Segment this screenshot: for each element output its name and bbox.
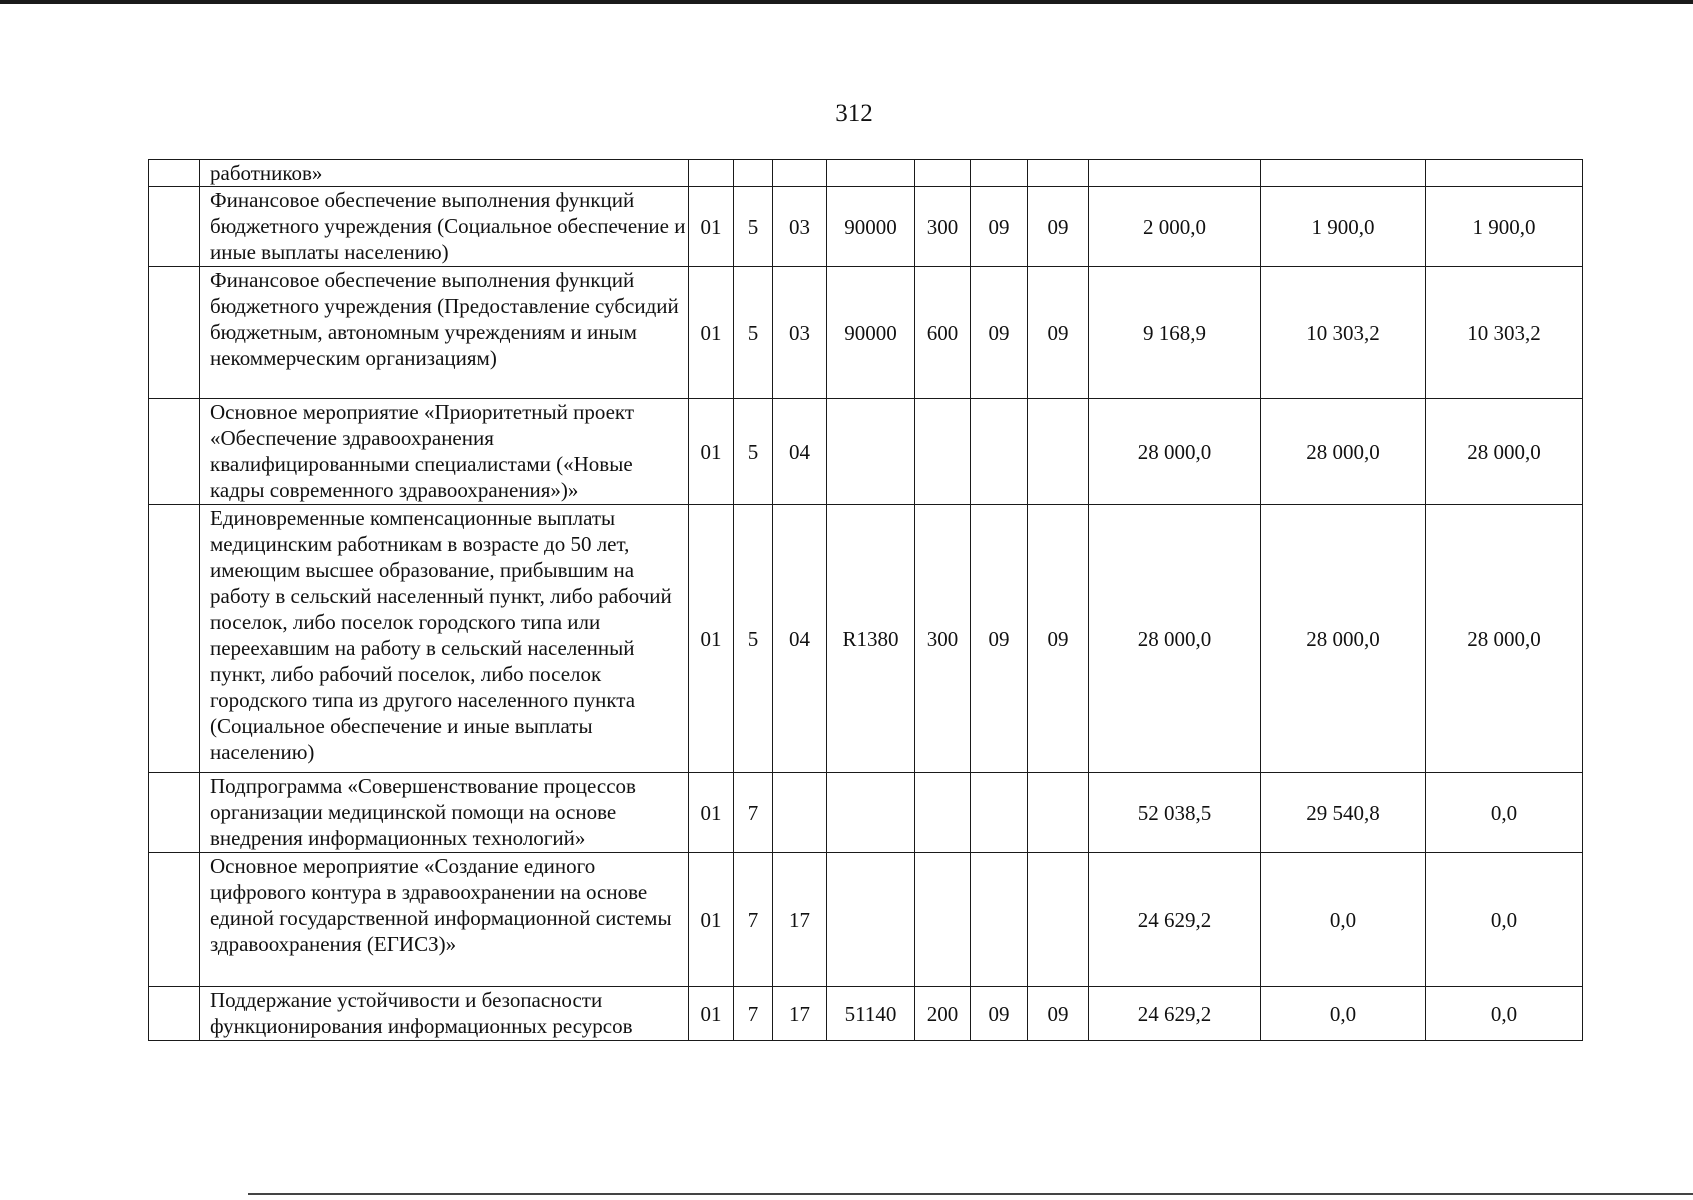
code-cell: 01 — [689, 267, 734, 399]
code-cell: 04 — [773, 505, 827, 773]
code-cell: 5 — [734, 505, 773, 773]
code-cell: 04 — [773, 399, 827, 505]
code-cell: 7 — [734, 987, 773, 1041]
code-cell: R1380 — [827, 505, 915, 773]
code-cell: 300 — [915, 187, 971, 267]
code-cell — [1028, 853, 1089, 987]
code-cell: 01 — [689, 399, 734, 505]
table-row — [149, 267, 1583, 399]
index-cell — [149, 267, 200, 399]
code-cell — [734, 160, 773, 187]
code-cell — [1028, 773, 1089, 853]
code-cell: 01 — [689, 187, 734, 267]
code-cell: 09 — [971, 987, 1028, 1041]
code-cell — [1028, 399, 1089, 505]
index-cell — [149, 399, 200, 505]
code-cell: 600 — [915, 267, 971, 399]
item-name-cell: Единовременные компенсационные выплаты медицинским работникам в возрасте до 50 лет, имеющим высшее образование, прибывшим на работу в сельский населенный пункт, либо рабочий поселок, либо поселок городского типа или переехавшим на работу в сельский населенный пункт, либо рабочий поселок, либо поселок городского типа из другого населенного пункта (Социальное обеспечение и иные выплаты населению) — [200, 505, 689, 773]
budget-table — [148, 159, 1583, 1041]
code-cell: 03 — [773, 187, 827, 267]
code-cell: 01 — [689, 505, 734, 773]
code-cell: 17 — [773, 987, 827, 1041]
code-cell — [773, 773, 827, 853]
code-cell: 01 — [689, 773, 734, 853]
code-cell: 5 — [734, 187, 773, 267]
code-cell — [827, 399, 915, 505]
amount-cell: 52 038,5 — [1089, 773, 1261, 853]
code-cell — [971, 399, 1028, 505]
amount-cell: 9 168,9 — [1089, 267, 1261, 399]
code-cell: 09 — [1028, 505, 1089, 773]
code-cell: 01 — [689, 853, 734, 987]
table-row — [149, 987, 1583, 1041]
code-cell: 90000 — [827, 187, 915, 267]
code-cell — [971, 773, 1028, 853]
code-cell: 5 — [734, 267, 773, 399]
code-cell: 17 — [773, 853, 827, 987]
amount-cell: 28 000,0 — [1426, 399, 1583, 505]
code-cell: 7 — [734, 853, 773, 987]
code-cell: 5 — [734, 399, 773, 505]
table-row — [149, 160, 1583, 187]
code-cell: 01 — [689, 987, 734, 1041]
table-row — [149, 505, 1583, 773]
amount-cell: 2 000,0 — [1089, 187, 1261, 267]
item-name-cell: Основное мероприятие «Приоритетный проект «Обеспечение здравоохранения квалифицированными специалистами («Новые кадры современного здравоохранения»)» — [200, 399, 689, 505]
code-cell — [915, 160, 971, 187]
amount-cell: 28 000,0 — [1089, 399, 1261, 505]
code-cell: 09 — [971, 187, 1028, 267]
amount-cell — [1426, 160, 1583, 187]
code-cell — [689, 160, 734, 187]
code-cell: 03 — [773, 267, 827, 399]
amount-cell — [1089, 160, 1261, 187]
amount-cell: 28 000,0 — [1261, 505, 1426, 773]
code-cell: 09 — [1028, 267, 1089, 399]
item-name-cell: Финансовое обеспечение выполнения функций бюджетного учреждения (Предоставление субсидий бюджетным, автономным учреждениям и иным некоммерческим организациям) — [200, 267, 689, 399]
amount-cell: 28 000,0 — [1426, 505, 1583, 773]
amount-cell: 28 000,0 — [1089, 505, 1261, 773]
amount-cell: 0,0 — [1426, 853, 1583, 987]
code-cell: 200 — [915, 987, 971, 1041]
code-cell — [827, 853, 915, 987]
code-cell: 300 — [915, 505, 971, 773]
amount-cell: 0,0 — [1261, 987, 1426, 1041]
code-cell — [971, 160, 1028, 187]
item-name-cell: Основное мероприятие «Создание единого цифрового контура в здравоохранении на основе единой государственной информационной системы здравоохранения (ЕГИСЗ)» — [200, 853, 689, 987]
amount-cell: 28 000,0 — [1261, 399, 1426, 505]
code-cell: 09 — [1028, 187, 1089, 267]
top-scan-border — [0, 0, 1693, 4]
code-cell: 09 — [971, 267, 1028, 399]
amount-cell: 0,0 — [1261, 853, 1426, 987]
table-row — [149, 187, 1583, 267]
table-row — [149, 399, 1583, 505]
index-cell — [149, 773, 200, 853]
code-cell: 09 — [1028, 987, 1089, 1041]
item-name-cell: Финансовое обеспечение выполнения функций бюджетного учреждения (Социальное обеспечение и иные выплаты населению) — [200, 187, 689, 267]
table-row — [149, 773, 1583, 853]
code-cell — [971, 853, 1028, 987]
amount-cell: 1 900,0 — [1426, 187, 1583, 267]
amount-cell: 10 303,2 — [1261, 267, 1426, 399]
index-cell — [149, 160, 200, 187]
amount-cell: 10 303,2 — [1426, 267, 1583, 399]
amount-cell: 24 629,2 — [1089, 987, 1261, 1041]
code-cell — [915, 853, 971, 987]
amount-cell: 1 900,0 — [1261, 187, 1426, 267]
amount-cell — [1261, 160, 1426, 187]
code-cell — [1028, 160, 1089, 187]
code-cell: 90000 — [827, 267, 915, 399]
amount-cell: 29 540,8 — [1261, 773, 1426, 853]
code-cell — [827, 773, 915, 853]
index-cell — [149, 505, 200, 773]
code-cell — [915, 399, 971, 505]
code-cell — [915, 773, 971, 853]
item-name-cell: работников» — [200, 160, 689, 187]
amount-cell: 0,0 — [1426, 987, 1583, 1041]
item-name-cell: Поддержание устойчивости и безопасности функционирования информационных ресурсов — [200, 987, 689, 1041]
table-row — [149, 853, 1583, 987]
code-cell — [827, 160, 915, 187]
item-name-cell: Подпрограмма «Совершенствование процессов организации медицинской помощи на основе внедрения информационных технологий» — [200, 773, 689, 853]
page-number: 312 — [835, 100, 873, 127]
code-cell: 09 — [971, 505, 1028, 773]
code-cell: 51140 — [827, 987, 915, 1041]
code-cell: 7 — [734, 773, 773, 853]
index-cell — [149, 987, 200, 1041]
code-cell — [773, 160, 827, 187]
index-cell — [149, 853, 200, 987]
bottom-scan-border — [248, 1193, 1693, 1195]
amount-cell: 0,0 — [1426, 773, 1583, 853]
amount-cell: 24 629,2 — [1089, 853, 1261, 987]
index-cell — [149, 187, 200, 267]
